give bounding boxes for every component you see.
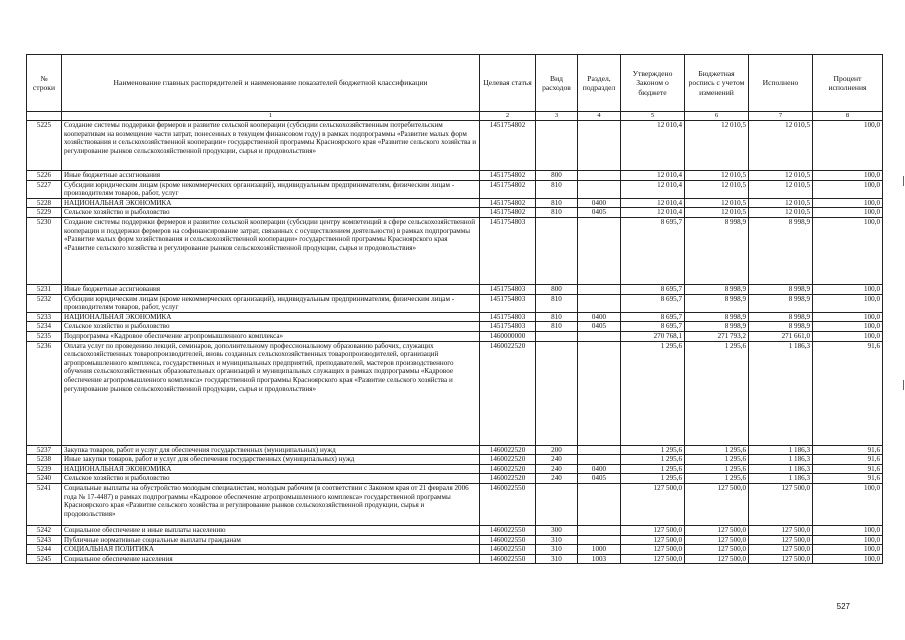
- row-number: 5245: [27, 554, 62, 564]
- page-number: 527: [836, 602, 850, 611]
- row-percent: 100,0: [813, 171, 883, 181]
- header-budget-schedule: Бюджетная роспись с учетом изменений: [685, 55, 749, 112]
- margin-mark: [903, 380, 904, 390]
- column-number: [27, 112, 62, 121]
- table-row: [27, 312, 883, 322]
- row-budget: 271 793,2: [685, 331, 749, 341]
- row-executed: 1 186,3: [749, 464, 813, 474]
- row-approved: 8 695,7: [621, 284, 685, 294]
- row-name: Сельское хозяйство и рыболовство: [62, 322, 480, 332]
- row-section: [578, 284, 621, 294]
- column-number: 2: [480, 112, 536, 121]
- row-approved: 270 768,1: [621, 331, 685, 341]
- header-executed: Исполнено: [749, 55, 813, 112]
- table-row: [27, 208, 883, 218]
- row-expense-type: 800: [536, 171, 578, 181]
- table-row: [27, 445, 883, 455]
- row-budget: 12 010,5: [685, 121, 749, 171]
- row-percent: 100,0: [813, 208, 883, 218]
- row-number: 5240: [27, 474, 62, 484]
- row-target-article: 1460022550: [480, 554, 536, 564]
- header-percent: Процент исполнения: [813, 55, 883, 112]
- row-expense-type: 810: [536, 208, 578, 218]
- row-approved: 127 500,0: [621, 545, 685, 555]
- header-name: Наименование главных распорядителей и наименование показателей бюджетной классификации: [62, 55, 480, 112]
- header-row-number: № строки: [27, 55, 62, 112]
- row-budget: 127 500,0: [685, 525, 749, 535]
- row-percent: 91,6: [813, 474, 883, 484]
- row-budget: 127 500,0: [685, 535, 749, 545]
- row-number: 5238: [27, 455, 62, 465]
- row-name: Иные закупки товаров, работ и услуг для обеспечения государственных (муниципальных) нужд: [62, 455, 480, 465]
- row-percent: 100,0: [813, 294, 883, 312]
- row-number: 5237: [27, 445, 62, 455]
- table-row: [27, 483, 883, 525]
- row-section: 1000: [578, 545, 621, 555]
- row-section: [578, 331, 621, 341]
- column-number: 8: [813, 112, 883, 121]
- row-approved: 12 010,4: [621, 121, 685, 171]
- row-target-article: 1460022550: [480, 525, 536, 535]
- row-budget: 1 295,6: [685, 455, 749, 465]
- row-executed: 12 010,5: [749, 208, 813, 218]
- row-expense-type: 240: [536, 455, 578, 465]
- row-percent: 100,0: [813, 483, 883, 525]
- header-approved: Утверждено Законом о бюджете: [621, 55, 685, 112]
- row-budget: 127 500,0: [685, 483, 749, 525]
- row-name: Субсидии юридическим лицам (кроме некоммерческих организаций), индивидуальным предпринимателям, физическим лицам - производителям товаров, работ, услуг: [62, 180, 480, 198]
- table-row: [27, 554, 883, 564]
- row-section: [578, 445, 621, 455]
- row-name: Создание системы поддержки фермеров и развитие сельской кооперации (субсидии центру компетенций в сфере сельскохозяйственной кооперации и поддержки фермеров на софинансирование затрат, связанных с осуществлением деятельности) в рамках подпрограммы «Развитие малых форм хозяйствования и сельскохозяйственной кооперации» государственной программы Красноярского края «Развитие сельского хозяйства и регулирование рынков сельскохозяйственной продукции, сырья и продовольствия»: [62, 217, 480, 284]
- row-expense-type: 810: [536, 294, 578, 312]
- row-number: 5236: [27, 341, 62, 445]
- row-approved: 1 295,6: [621, 464, 685, 474]
- table-body: [27, 121, 883, 564]
- row-section: [578, 483, 621, 525]
- table-row: [27, 535, 883, 545]
- row-budget: 8 998,9: [685, 322, 749, 332]
- row-target-article: 1451754802: [480, 121, 536, 171]
- row-number: 5228: [27, 198, 62, 208]
- row-target-article: 1460022550: [480, 545, 536, 555]
- row-section: [578, 455, 621, 465]
- row-percent: 100,0: [813, 217, 883, 284]
- row-budget: 12 010,5: [685, 208, 749, 218]
- row-number: 5235: [27, 331, 62, 341]
- row-approved: 127 500,0: [621, 554, 685, 564]
- row-expense-type: 310: [536, 535, 578, 545]
- row-executed: 12 010,5: [749, 180, 813, 198]
- header-expense-type: Вид расходов: [536, 55, 578, 112]
- row-target-article: 1451754802: [480, 171, 536, 181]
- row-target-article: 1460022520: [480, 341, 536, 445]
- row-percent: 91,6: [813, 445, 883, 455]
- row-name: Социальные выплаты на обустройство молодым специалистам, молодым рабочим (в соответствии с Законом края от 21 февраля 2006 года № 17-4487) в рамках подпрограммы «Кадровое обеспечение агропромышленного комплекса» государственной программы Красноярского края «Развитие сельского хозяйства и регулирование рынков сельскохозяйственной продукции, сырья и продовольствия»: [62, 483, 480, 525]
- row-expense-type: 300: [536, 525, 578, 535]
- row-percent: 100,0: [813, 331, 883, 341]
- row-approved: 127 500,0: [621, 525, 685, 535]
- row-executed: 127 500,0: [749, 525, 813, 535]
- row-budget: 1 295,6: [685, 445, 749, 455]
- table-row: [27, 331, 883, 341]
- row-number: 5226: [27, 171, 62, 181]
- row-name: Закупка товаров, работ и услуг для обеспечения государственных (муниципальных) нужд: [62, 445, 480, 455]
- row-percent: 100,0: [813, 284, 883, 294]
- row-section: [578, 341, 621, 445]
- row-name: Сельское хозяйство и рыболовство: [62, 474, 480, 484]
- row-budget: 1 295,6: [685, 341, 749, 445]
- row-number: 5232: [27, 294, 62, 312]
- row-target-article: 1460022550: [480, 483, 536, 525]
- table-row: [27, 525, 883, 535]
- table-row: [27, 198, 883, 208]
- row-number: 5241: [27, 483, 62, 525]
- row-section: [578, 294, 621, 312]
- row-target-article: 1460022520: [480, 464, 536, 474]
- row-target-article: 1460022520: [480, 474, 536, 484]
- row-budget: 1 295,6: [685, 464, 749, 474]
- row-target-article: 1451754803: [480, 312, 536, 322]
- row-approved: 12 010,4: [621, 180, 685, 198]
- row-executed: 8 998,9: [749, 217, 813, 284]
- row-section: 1003: [578, 554, 621, 564]
- row-expense-type: 810: [536, 180, 578, 198]
- row-executed: 127 500,0: [749, 483, 813, 525]
- row-percent: 100,0: [813, 198, 883, 208]
- row-section: 0405: [578, 474, 621, 484]
- row-number: 5225: [27, 121, 62, 171]
- row-expense-type: [536, 331, 578, 341]
- row-approved: 8 695,7: [621, 294, 685, 312]
- column-number: 6: [685, 112, 749, 121]
- row-budget: 8 998,9: [685, 217, 749, 284]
- row-expense-type: 240: [536, 464, 578, 474]
- row-target-article: 1451754802: [480, 198, 536, 208]
- row-expense-type: 310: [536, 545, 578, 555]
- row-name: Субсидии юридическим лицам (кроме некоммерческих организаций), индивидуальным предпринимателям, физическим лицам - производителям товаров, работ, услуг: [62, 294, 480, 312]
- table-row: [27, 474, 883, 484]
- row-target-article: 1460022520: [480, 455, 536, 465]
- row-budget: 12 010,5: [685, 171, 749, 181]
- row-number: 5229: [27, 208, 62, 218]
- column-number: 3: [536, 112, 578, 121]
- row-section: [578, 171, 621, 181]
- row-number: 5231: [27, 284, 62, 294]
- row-name: СОЦИАЛЬНАЯ ПОЛИТИКА: [62, 545, 480, 555]
- row-executed: 12 010,5: [749, 121, 813, 171]
- row-percent: 100,0: [813, 121, 883, 171]
- row-target-article: 1451754803: [480, 294, 536, 312]
- header-target-article: Целевая статья: [480, 55, 536, 112]
- row-name: Сельское хозяйство и рыболовство: [62, 208, 480, 218]
- row-name: Подпрограмма «Кадровое обеспечение агропромышленного комплекса»: [62, 331, 480, 341]
- row-approved: 1 295,6: [621, 341, 685, 445]
- table-row: [27, 180, 883, 198]
- row-section: [578, 121, 621, 171]
- row-target-article: 1451754802: [480, 180, 536, 198]
- header-section: Раздел, подраздел: [578, 55, 621, 112]
- row-section: [578, 217, 621, 284]
- row-name: Публичные нормативные социальные выплаты гражданам: [62, 535, 480, 545]
- row-percent: 100,0: [813, 535, 883, 545]
- row-section: 0405: [578, 208, 621, 218]
- row-executed: 127 500,0: [749, 545, 813, 555]
- row-executed: 1 186,3: [749, 455, 813, 465]
- column-number: 7: [749, 112, 813, 121]
- row-name: Создание системы поддержки фермеров и развитие сельской кооперации (субсидии сельскохозяйственным потребительским кооперативам на возмещение части затрат, понесенных в текущем финансовом году) в рамках подпрограммы «Развитие малых форм хозяйствования и сельскохозяйственной кооперации» государственной программы Красноярского края «Развитие сельского хозяйства и регулирование рынков сельскохозяйственной продукции, сырья и продовольствия»: [62, 121, 480, 171]
- row-expense-type: 810: [536, 322, 578, 332]
- row-percent: 100,0: [813, 322, 883, 332]
- table-row: [27, 284, 883, 294]
- row-approved: 12 010,4: [621, 198, 685, 208]
- row-executed: 1 186,3: [749, 341, 813, 445]
- row-expense-type: [536, 217, 578, 284]
- column-number: 1: [62, 112, 480, 121]
- column-number-row: [27, 112, 883, 121]
- row-name: Иные бюджетные ассигнования: [62, 284, 480, 294]
- row-expense-type: [536, 341, 578, 445]
- row-number: 5243: [27, 535, 62, 545]
- row-approved: 127 500,0: [621, 535, 685, 545]
- row-name: НАЦИОНАЛЬНАЯ ЭКОНОМИКА: [62, 464, 480, 474]
- row-approved: 127 500,0: [621, 483, 685, 525]
- table-row: [27, 455, 883, 465]
- table-row: [27, 171, 883, 181]
- row-approved: 12 010,4: [621, 171, 685, 181]
- row-target-article: 1451754803: [480, 284, 536, 294]
- budget-table-sheet: [26, 54, 882, 564]
- table-row: [27, 217, 883, 284]
- column-number: 4: [578, 112, 621, 121]
- row-budget: 1 295,6: [685, 474, 749, 484]
- table-row: [27, 545, 883, 555]
- row-name: НАЦИОНАЛЬНАЯ ЭКОНОМИКА: [62, 312, 480, 322]
- row-target-article: 1460022520: [480, 445, 536, 455]
- row-budget: 8 998,9: [685, 312, 749, 322]
- row-expense-type: [536, 121, 578, 171]
- row-name: Социальное обеспечение населения: [62, 554, 480, 564]
- row-target-article: 1451754802: [480, 208, 536, 218]
- table-header-row: [27, 55, 883, 112]
- row-budget: 12 010,5: [685, 180, 749, 198]
- margin-mark: [903, 176, 904, 186]
- row-executed: 127 500,0: [749, 535, 813, 545]
- row-percent: 100,0: [813, 554, 883, 564]
- row-percent: 100,0: [813, 525, 883, 535]
- row-name: Иные бюджетные ассигнования: [62, 171, 480, 181]
- row-budget: 8 998,9: [685, 294, 749, 312]
- row-budget: 12 010,5: [685, 198, 749, 208]
- row-percent: 100,0: [813, 545, 883, 555]
- row-percent: 100,0: [813, 180, 883, 198]
- budget-table: [26, 54, 883, 564]
- row-budget: 8 998,9: [685, 284, 749, 294]
- row-approved: 8 695,7: [621, 217, 685, 284]
- row-target-article: 1460022550: [480, 535, 536, 545]
- row-approved: 1 295,6: [621, 455, 685, 465]
- row-number: 5230: [27, 217, 62, 284]
- row-section: 0400: [578, 312, 621, 322]
- row-executed: 12 010,5: [749, 171, 813, 181]
- row-expense-type: [536, 483, 578, 525]
- row-approved: 1 295,6: [621, 445, 685, 455]
- row-section: 0400: [578, 198, 621, 208]
- row-target-article: 1451754803: [480, 217, 536, 284]
- row-number: 5234: [27, 322, 62, 332]
- row-approved: 1 295,6: [621, 474, 685, 484]
- table-row: [27, 294, 883, 312]
- row-approved: 8 695,7: [621, 322, 685, 332]
- row-expense-type: 810: [536, 198, 578, 208]
- row-budget: 127 500,0: [685, 545, 749, 555]
- row-percent: 91,6: [813, 341, 883, 445]
- row-section: 0400: [578, 464, 621, 474]
- row-executed: 12 010,5: [749, 198, 813, 208]
- table-row: [27, 341, 883, 445]
- row-executed: 8 998,9: [749, 294, 813, 312]
- row-expense-type: 810: [536, 312, 578, 322]
- row-name: Социальное обеспечение и иные выплаты населению: [62, 525, 480, 535]
- row-executed: 8 998,9: [749, 312, 813, 322]
- row-executed: 271 661,0: [749, 331, 813, 341]
- row-section: [578, 525, 621, 535]
- row-percent: 91,6: [813, 464, 883, 474]
- table-row: [27, 322, 883, 332]
- row-percent: 100,0: [813, 312, 883, 322]
- row-name: НАЦИОНАЛЬНАЯ ЭКОНОМИКА: [62, 198, 480, 208]
- row-budget: 127 500,0: [685, 554, 749, 564]
- row-approved: 12 010,4: [621, 208, 685, 218]
- row-target-article: 1451754803: [480, 322, 536, 332]
- row-percent: 91,6: [813, 455, 883, 465]
- row-executed: 1 186,3: [749, 474, 813, 484]
- row-section: 0405: [578, 322, 621, 332]
- table-row: [27, 464, 883, 474]
- row-name: Оплата услуг по проведению лекций, семинаров, дополнительному профессиональному образованию рабочих, служащих сельскохозяйственных товаропроизводителей, вновь созданных сельскохозяйственных товаропроизводителей, организаций агропромышленного комплекса, государственных и муниципальных предприятий, преподавателей, мастеров производственного обучения сельскохозяйственных образовательных организаций и муниципальных служащих в рамках подпрограммы «Кадровое обеспечение агропромышленного комплекса» государственной программы Красноярского края «Развитие сельского хозяйства и регулирование рынков сельскохозяйственной продукции, сырья и продовольствия»: [62, 341, 480, 445]
- row-number: 5233: [27, 312, 62, 322]
- row-executed: 8 998,9: [749, 284, 813, 294]
- column-number: 5: [621, 112, 685, 121]
- row-section: [578, 535, 621, 545]
- row-number: 5227: [27, 180, 62, 198]
- row-number: 5242: [27, 525, 62, 535]
- table-row: [27, 121, 883, 171]
- row-target-article: 1460000000: [480, 331, 536, 341]
- row-expense-type: 200: [536, 445, 578, 455]
- row-approved: 8 695,7: [621, 312, 685, 322]
- row-expense-type: 240: [536, 474, 578, 484]
- row-executed: 8 998,9: [749, 322, 813, 332]
- row-executed: 1 186,3: [749, 445, 813, 455]
- row-expense-type: 800: [536, 284, 578, 294]
- row-section: [578, 180, 621, 198]
- row-number: 5239: [27, 464, 62, 474]
- row-number: 5244: [27, 545, 62, 555]
- row-executed: 127 500,0: [749, 554, 813, 564]
- row-expense-type: 310: [536, 554, 578, 564]
